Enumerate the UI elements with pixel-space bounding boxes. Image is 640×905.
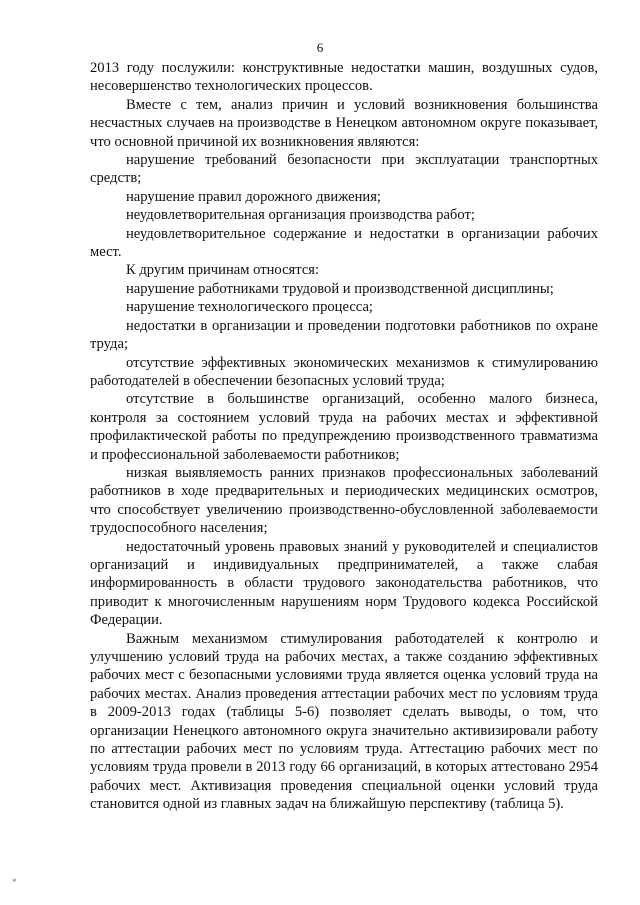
list-item-economic-mechanisms: отсутствие эффективных экономических механизмов к стимулированию работодателей в обеспечении безопасных условий труда; <box>90 354 598 389</box>
list-item-workplace-maintenance: неудовлетворительное содержание и недостатки в организации рабочих мест. <box>90 225 598 261</box>
paragraph-analysis-intro: Вместе с тем, анализ причин и условий возникновения большинства несчастных случаев на производстве в Ненецком автономном округе показывает, что основной причиной их возникновения являются: <box>90 96 598 150</box>
list-item-transport-safety: нарушение требований безопасности при эксплуатации транспортных средств; <box>90 152 598 187</box>
document-body <box>90 59 598 814</box>
list-item-control-absence: отсутствие в большинстве организаций, особенно малого бизнеса, контроля за состоянием условий труда на рабочих местах и эффективной профилактической работы по предупреждению производственного травматизма и профессиональной заболеваемости работников; <box>90 391 598 463</box>
page-number: 6 <box>316 40 324 55</box>
paragraph-assessment: Важным механизмом стимулирования работодателей к контролю и улучшению условий труда на рабочих местах, а также созданию эффективных рабочих мест с безопасными условиями труда является оценка условий труда на рабочих местах. Анализ проведения аттестации рабочих мест по условиям труда в 2009-2013 годах (таблицы 5-6) позволяет сделать выводы, о том, что организации Ненецкого автономного округа значительно активизировали работу по аттестации рабочих мест по условиям труда. Аттестацию рабочих мест по условиям труда провели в 2013 году 66 организаций, в которых аттестовано 2954 рабочих мест. Активизация проведения специальной оценки условий труда становится одной из главных задач на ближайшую перспективу (таблица 5). <box>90 630 598 813</box>
list-item-technological-process: нарушение технологического процесса; <box>126 299 373 316</box>
list-item-training: недостатки в организации и проведении подготовки работников по охране труда; <box>90 317 598 353</box>
paragraph-continuation: 2013 году послужили: конструктивные недостатки машин, воздушных судов, несовершенство технологических процессов. <box>90 60 598 95</box>
margin-mark: * <box>12 877 17 887</box>
list-item-legal-knowledge: недостаточный уровень правовых знаний у руководителей и специалистов организаций и индивидуальных предпринимателей, а также слабая информированность в области трудового законодательства работников, что приводит к многочисленным нарушениям норм Трудового кодекса Российской Федерации. <box>90 538 598 629</box>
list-item-detection: низкая выявляемость ранних признаков профессиональных заболеваний работников в ходе предварительных и периодических медицинских осмотров, что способствует увеличению производственно-обусловленной заболеваемости трудоспособного населения; <box>90 464 598 537</box>
list-item-work-organization: неудовлетворительная организация производства работ; <box>126 207 475 224</box>
list-item-discipline: нарушение работниками трудовой и производственной дисциплины; <box>126 280 554 297</box>
list-item-traffic-rules: нарушение правил дорожного движения; <box>126 188 381 205</box>
paragraph-other-causes: К другим причинам относятся: <box>126 262 320 279</box>
